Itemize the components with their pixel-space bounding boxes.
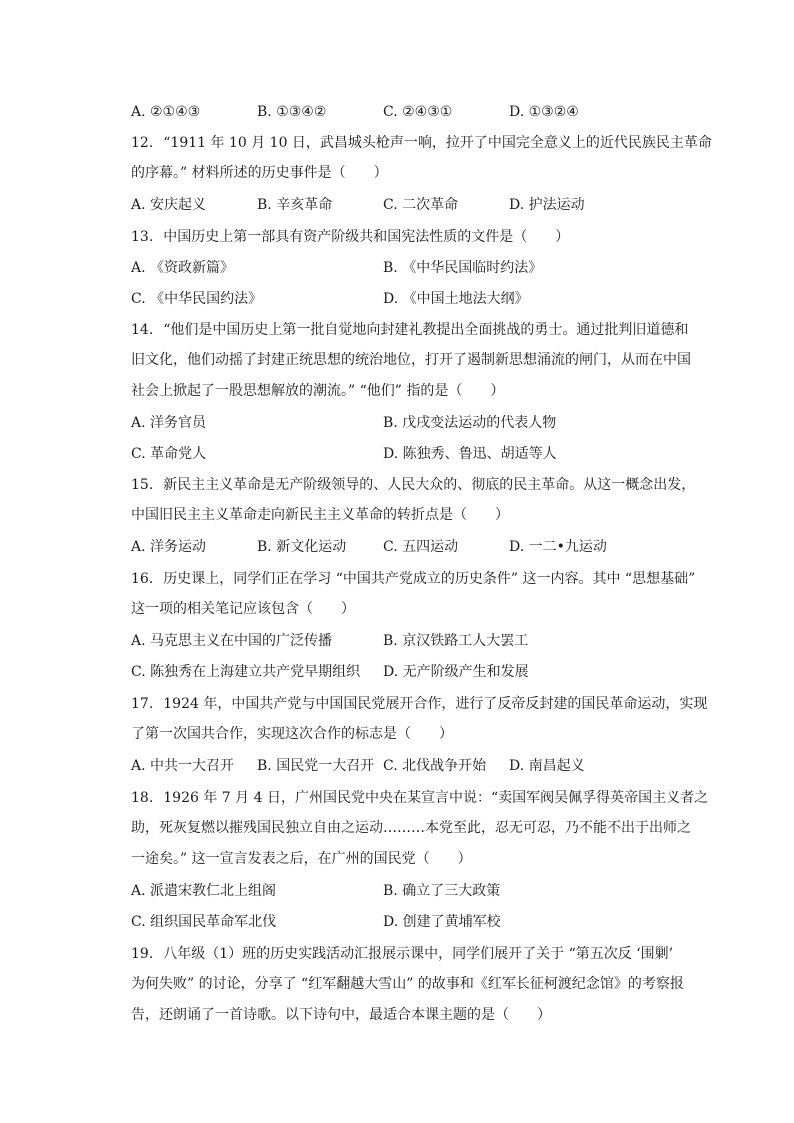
q12-options [131, 192, 691, 218]
q17-option-d[interactable]: D. 南昌起义 [509, 758, 585, 774]
q18-option-d[interactable]: D. 创建了黄埔军校 [383, 914, 501, 930]
q17-option-c[interactable]: C. 北伐战争开始 [383, 758, 487, 774]
q12-option-c[interactable]: C. 二次革命 [383, 197, 459, 213]
q14-stem-line-3: 社会上掀起了一股思想解放的潮流。” “他们” 指的是（ ） [131, 383, 505, 399]
q17-stem-line-2: 了第一次国共合作，实现这次合作的标志是（ ） [131, 726, 453, 742]
q19-number: 19. [131, 946, 154, 962]
q12-stem-text-1: “1911 年 10 月 10 日，武昌城头枪声一响，拉开了中国完全意义上的近代民族民主革命 [163, 135, 712, 151]
q15-option-a[interactable]: A. 洋务运动 [131, 539, 207, 555]
q18-stem-line-1 [131, 785, 709, 811]
q18-stem-line-2: 助，死灰复燃以摧残国民独立自由之运动………本党至此，忍无可忍，乃不能不出于出师之 [131, 820, 691, 836]
q15-number: 15. [131, 477, 154, 493]
q12-option-d[interactable]: D. 护法运动 [509, 197, 585, 213]
q13-options-row-1 [131, 255, 691, 281]
q17-options [131, 753, 691, 779]
q12-number: 12. [131, 135, 154, 151]
q16-stem-line-1 [131, 566, 696, 592]
q16-stem-text-1: 历史课上，同学们正在学习 “中国共产党成立的历史条件” 这一内容。其中 “思想基础” [163, 571, 696, 587]
q15-option-b[interactable]: B. 新文化运动 [257, 539, 347, 555]
q15-option-c[interactable]: C. 五四运动 [383, 539, 459, 555]
q14-option-d[interactable]: D. 陈独秀、鲁迅、胡适等人 [383, 446, 557, 462]
q11-option-d[interactable]: D. ①③②④ [509, 104, 579, 120]
q12-stem-line-1 [131, 130, 712, 156]
q14-options-row-1 [131, 410, 691, 436]
q12-stem-line-2: 的序幕。” 材料所述的历史事件是（ ） [131, 165, 388, 181]
q14-option-c[interactable]: C. 革命党人 [131, 446, 207, 462]
q13-option-a[interactable]: A. 《资政新篇》 [131, 260, 235, 276]
q17-stem-line-1 [131, 691, 708, 717]
q15-option-d[interactable]: D. 一二•九运动 [509, 539, 607, 555]
q19-stem-line-1 [131, 941, 691, 967]
q18-options-row-2 [131, 909, 691, 935]
q19-stem-text-1: 八年级（1）班的历史实践活动汇报展示课中，同学们展开了关于 “第五次反 ‘围剿’ [163, 946, 674, 962]
q11-option-a[interactable]: A. ②①④③ [131, 104, 201, 120]
q14-stem-line-2: 旧文化，他们动摇了封建正统思想的统治地位，打开了遏制新思想涌流的闸门，从而在中国 [131, 352, 691, 368]
q14-option-b[interactable]: B. 戊戌变法运动的代表人物 [383, 415, 557, 431]
q18-stem-line-3: 一途矣。” 这一宣言发表之后，在广州的国民党（ ） [131, 851, 472, 867]
q13-stem-text-1: 中国历史上第一部具有资产阶级共和国宪法性质的文件是（ ） [163, 229, 570, 245]
q17-option-b[interactable]: B. 国民党一大召开 [257, 758, 375, 774]
q17-stem-text-1: 1924 年，中国共产党与中国国民党展开合作，进行了反帝反封建的国民革命运动，实现 [163, 696, 708, 712]
q14-stem-line-1 [131, 317, 691, 343]
q11-option-c[interactable]: C. ②④③① [383, 104, 453, 120]
q16-option-d[interactable]: D. 无产阶级产生和发展 [383, 664, 529, 680]
q15-stem-text-1: 新民主主义革命是无产阶级领导的、人民大众的、彻底的民主革命。从这一概念出发， [163, 477, 696, 493]
q16-option-a[interactable]: A. 马克思主义在中国的广泛传播 [131, 633, 333, 649]
q14-number: 14. [131, 322, 154, 338]
q16-number: 16. [131, 571, 154, 587]
q13-options-row-2 [131, 286, 691, 312]
q14-options-row-2 [131, 441, 691, 467]
q18-option-b[interactable]: B. 确立了三大政策 [383, 883, 501, 899]
q16-option-c[interactable]: C. 陈独秀在上海建立共产党早期组织 [131, 664, 361, 680]
q12-option-b[interactable]: B. 辛亥革命 [257, 197, 333, 213]
q16-option-b[interactable]: B. 京汉铁路工人大罢工 [383, 633, 529, 649]
q14-option-a[interactable]: A. 洋务官员 [131, 415, 207, 431]
q15-options [131, 534, 691, 560]
q18-option-a[interactable]: A. 派遣宋教仁北上组阁 [131, 883, 277, 899]
q18-option-c[interactable]: C. 组织国民革命军北伐 [131, 914, 277, 930]
q16-options-row-1 [131, 628, 691, 654]
q15-stem-line-2: 中国旧民主主义革命走向新民主主义革命的转折点是（ ） [131, 507, 509, 523]
q13-option-c[interactable]: C. 《中华民国约法》 [131, 291, 263, 307]
q15-stem-line-1 [131, 472, 696, 498]
q11-options [131, 99, 691, 125]
q18-options-row-1 [131, 878, 691, 904]
q17-option-a[interactable]: A. 中共一大召开 [131, 758, 235, 774]
q13-option-d[interactable]: D. 《中国土地法大纲》 [383, 291, 529, 307]
q19-stem-line-3: 告，还朗诵了一首诗歌。以下诗句中，最适合本课主题的是（ ） [131, 1007, 551, 1023]
q14-stem-text-1: “他们是中国历史上第一批自觉地向封建礼教提出全面挑战的勇士。通过批判旧道德和 [163, 322, 689, 338]
q17-number: 17. [131, 696, 154, 712]
q18-stem-text-1: 1926 年 7 月 4 日，广州国民党中央在某宣言中说：“卖国军阀吴佩孚得英帝国主义者之 [163, 790, 709, 806]
q19-stem-line-2: 为何失败” 的讨论，分享了 “红军翻越大雪山” 的故事和《红军长征柯渡纪念馆》的考察报 [131, 976, 684, 992]
q18-number: 18. [131, 790, 154, 806]
q13-stem-line-1 [131, 224, 691, 250]
q13-option-b[interactable]: B. 《中华民国临时约法》 [383, 260, 543, 276]
q16-stem-line-2: 这一项的相关笔记应该包含（ ） [131, 601, 355, 617]
q13-number: 13. [131, 229, 154, 245]
q12-option-a[interactable]: A. 安庆起义 [131, 197, 207, 213]
q16-options-row-2 [131, 659, 691, 685]
q11-option-b[interactable]: B. ①③④② [257, 104, 327, 120]
